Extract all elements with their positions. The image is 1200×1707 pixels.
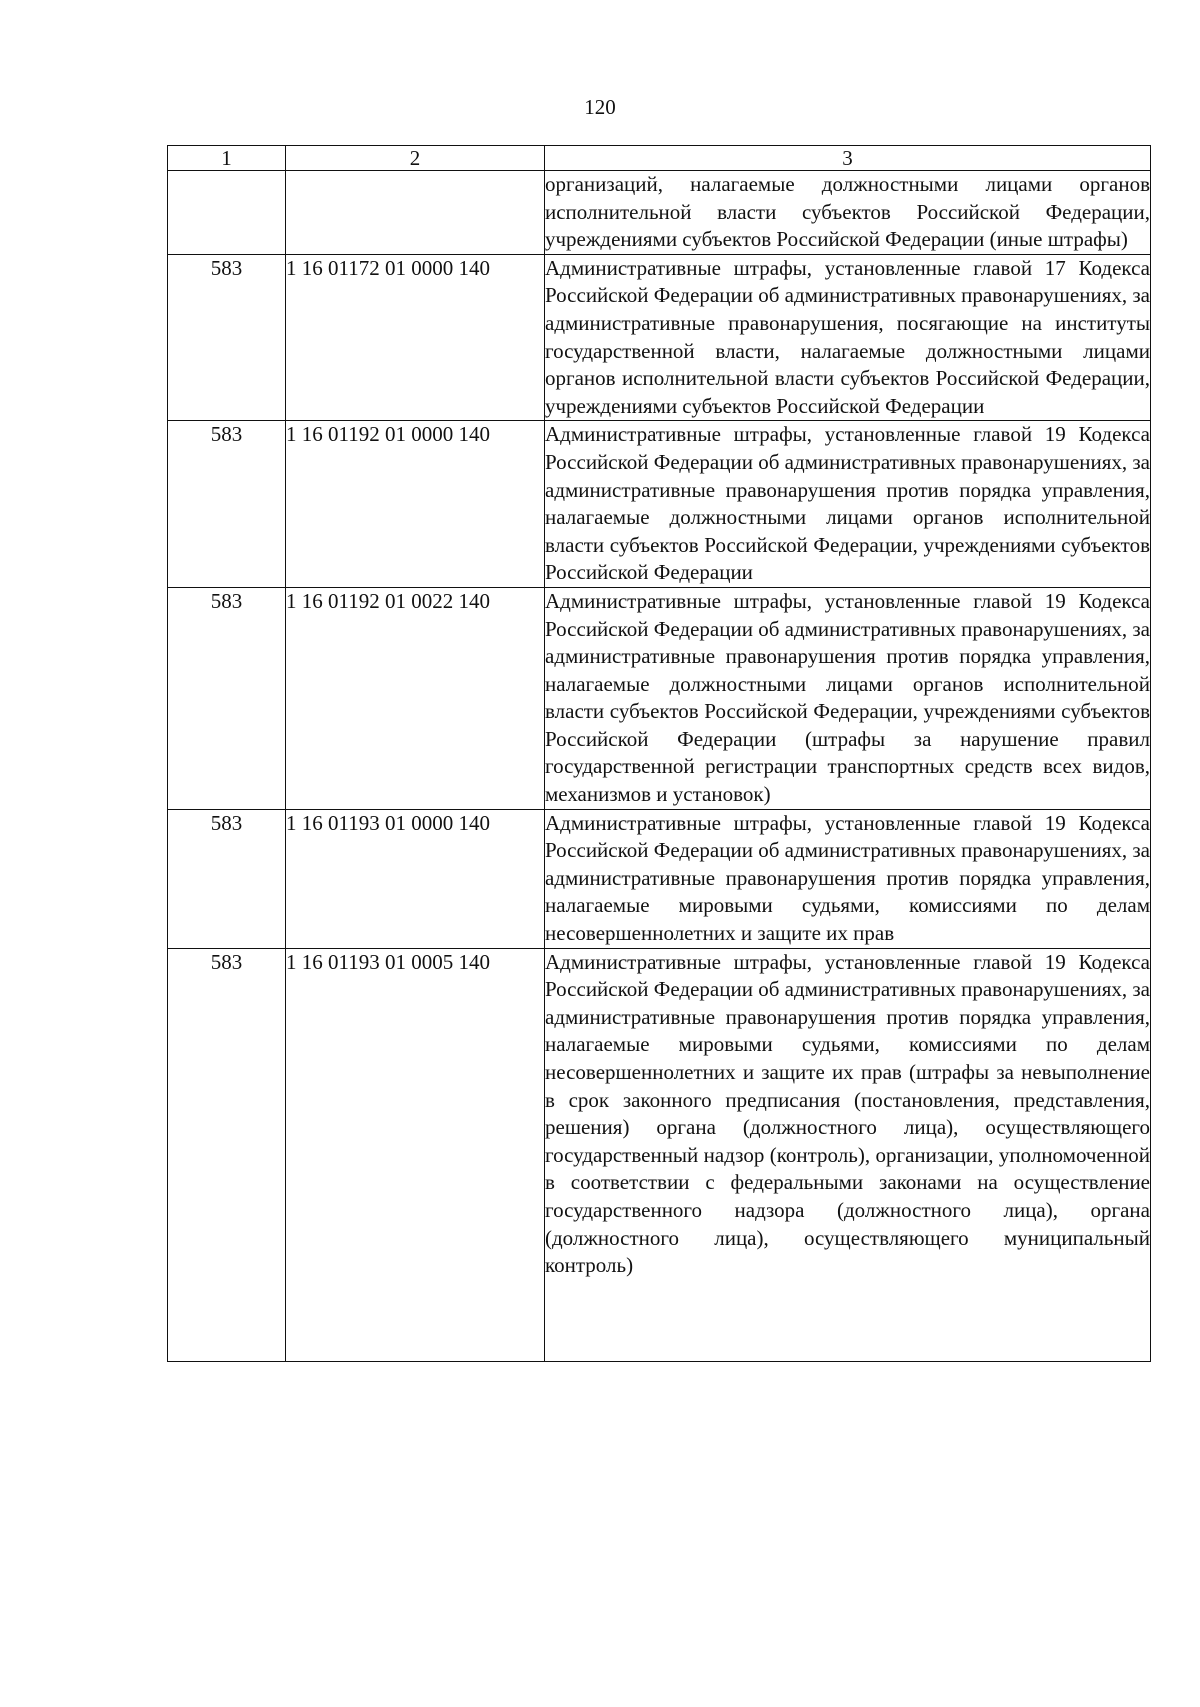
description-cell bbox=[545, 254, 1151, 421]
description-cell bbox=[545, 171, 1151, 255]
column-header-2: 2 bbox=[286, 146, 545, 171]
table-row bbox=[168, 421, 1151, 588]
budget-code-cell: 1 16 01192 01 0022 140 bbox=[286, 587, 545, 809]
budget-code-cell: 1 16 01193 01 0005 140 bbox=[286, 948, 545, 1361]
description-text: организаций, налагаемые должностными лицами органов исполнительной власти субъектов Российской Федерации, учреждениями субъектов Российской Федерации (иные штрафы) bbox=[545, 172, 1150, 252]
budget-code-cell: 1 16 01193 01 0000 140 bbox=[286, 809, 545, 948]
description-cell bbox=[545, 948, 1151, 1361]
admin-code-cell: 583 bbox=[168, 587, 286, 809]
admin-code-cell bbox=[168, 171, 286, 255]
description-text: Административные штрафы, установленные главой 19 Кодекса Российской Федерации об административных правонарушениях, за административные правонарушения против порядка управления, налагаемые мировыми судьями, комиссиями по делам несовершеннолетних и защите их прав (штрафы за невыполнение в срок законного предписания (постановления, представления, решения) органа (должностного лица), осуществляющего государственный надзор (контроль), организации, уполномоченной в соответствии с федеральными законами на осуществление государственного надзора (должностного лица), органа (должностного лица), осуществляющего муниципальный контроль) bbox=[545, 949, 1150, 1278]
column-header-1: 1 bbox=[168, 146, 286, 171]
description-cell bbox=[545, 587, 1151, 809]
description-text: Административные штрафы, установленные главой 19 Кодекса Российской Федерации об административных правонарушениях, за административные правонарушения против порядка управления, налагаемые мировыми судьями, комиссиями по делам несовершеннолетних и защите их прав bbox=[545, 810, 1150, 946]
table-row bbox=[168, 948, 1151, 1361]
admin-code-cell: 583 bbox=[168, 809, 286, 948]
table-row bbox=[168, 254, 1151, 421]
table-header-row bbox=[168, 146, 1151, 171]
description-text: Административные штрафы, установленные главой 19 Кодекса Российской Федерации об административных правонарушениях, за административные правонарушения против порядка управления, налагаемые должностными лицами органов исполнительной власти субъектов Российской Федерации, учреждениями субъектов Российской Федерации (штрафы за нарушение правил государственной регистрации транспортных средств всех видов, механизмов и установок) bbox=[545, 588, 1150, 807]
budget-codes-table bbox=[167, 145, 1151, 1362]
budget-code-cell: 1 16 01172 01 0000 140 bbox=[286, 254, 545, 421]
admin-code-cell: 583 bbox=[168, 254, 286, 421]
admin-code-cell: 583 bbox=[168, 421, 286, 588]
description-text: Административные штрафы, установленные главой 17 Кодекса Российской Федерации об административных правонарушениях, за административные правонарушения, посягающие на институты государственной власти, налагаемые должностными лицами органов исполнительной власти субъектов Российской Федерации, учреждениями субъектов Российской Федерации bbox=[545, 255, 1150, 418]
budget-code-cell: 1 16 01192 01 0000 140 bbox=[286, 421, 545, 588]
budget-code-cell bbox=[286, 171, 545, 255]
table-row bbox=[168, 809, 1151, 948]
table-row bbox=[168, 171, 1151, 255]
description-text: Административные штрафы, установленные главой 19 Кодекса Российской Федерации об административных правонарушениях, за административные правонарушения против порядка управления, налагаемые должностными лицами органов исполнительной власти субъектов Российской Федерации, учреждениями субъектов Российской Федерации bbox=[545, 422, 1150, 585]
column-header-3: 3 bbox=[545, 146, 1151, 171]
admin-code-cell: 583 bbox=[168, 948, 286, 1361]
description-cell bbox=[545, 421, 1151, 588]
description-cell bbox=[545, 809, 1151, 948]
page-number: 120 bbox=[584, 95, 616, 119]
table-row bbox=[168, 587, 1151, 809]
